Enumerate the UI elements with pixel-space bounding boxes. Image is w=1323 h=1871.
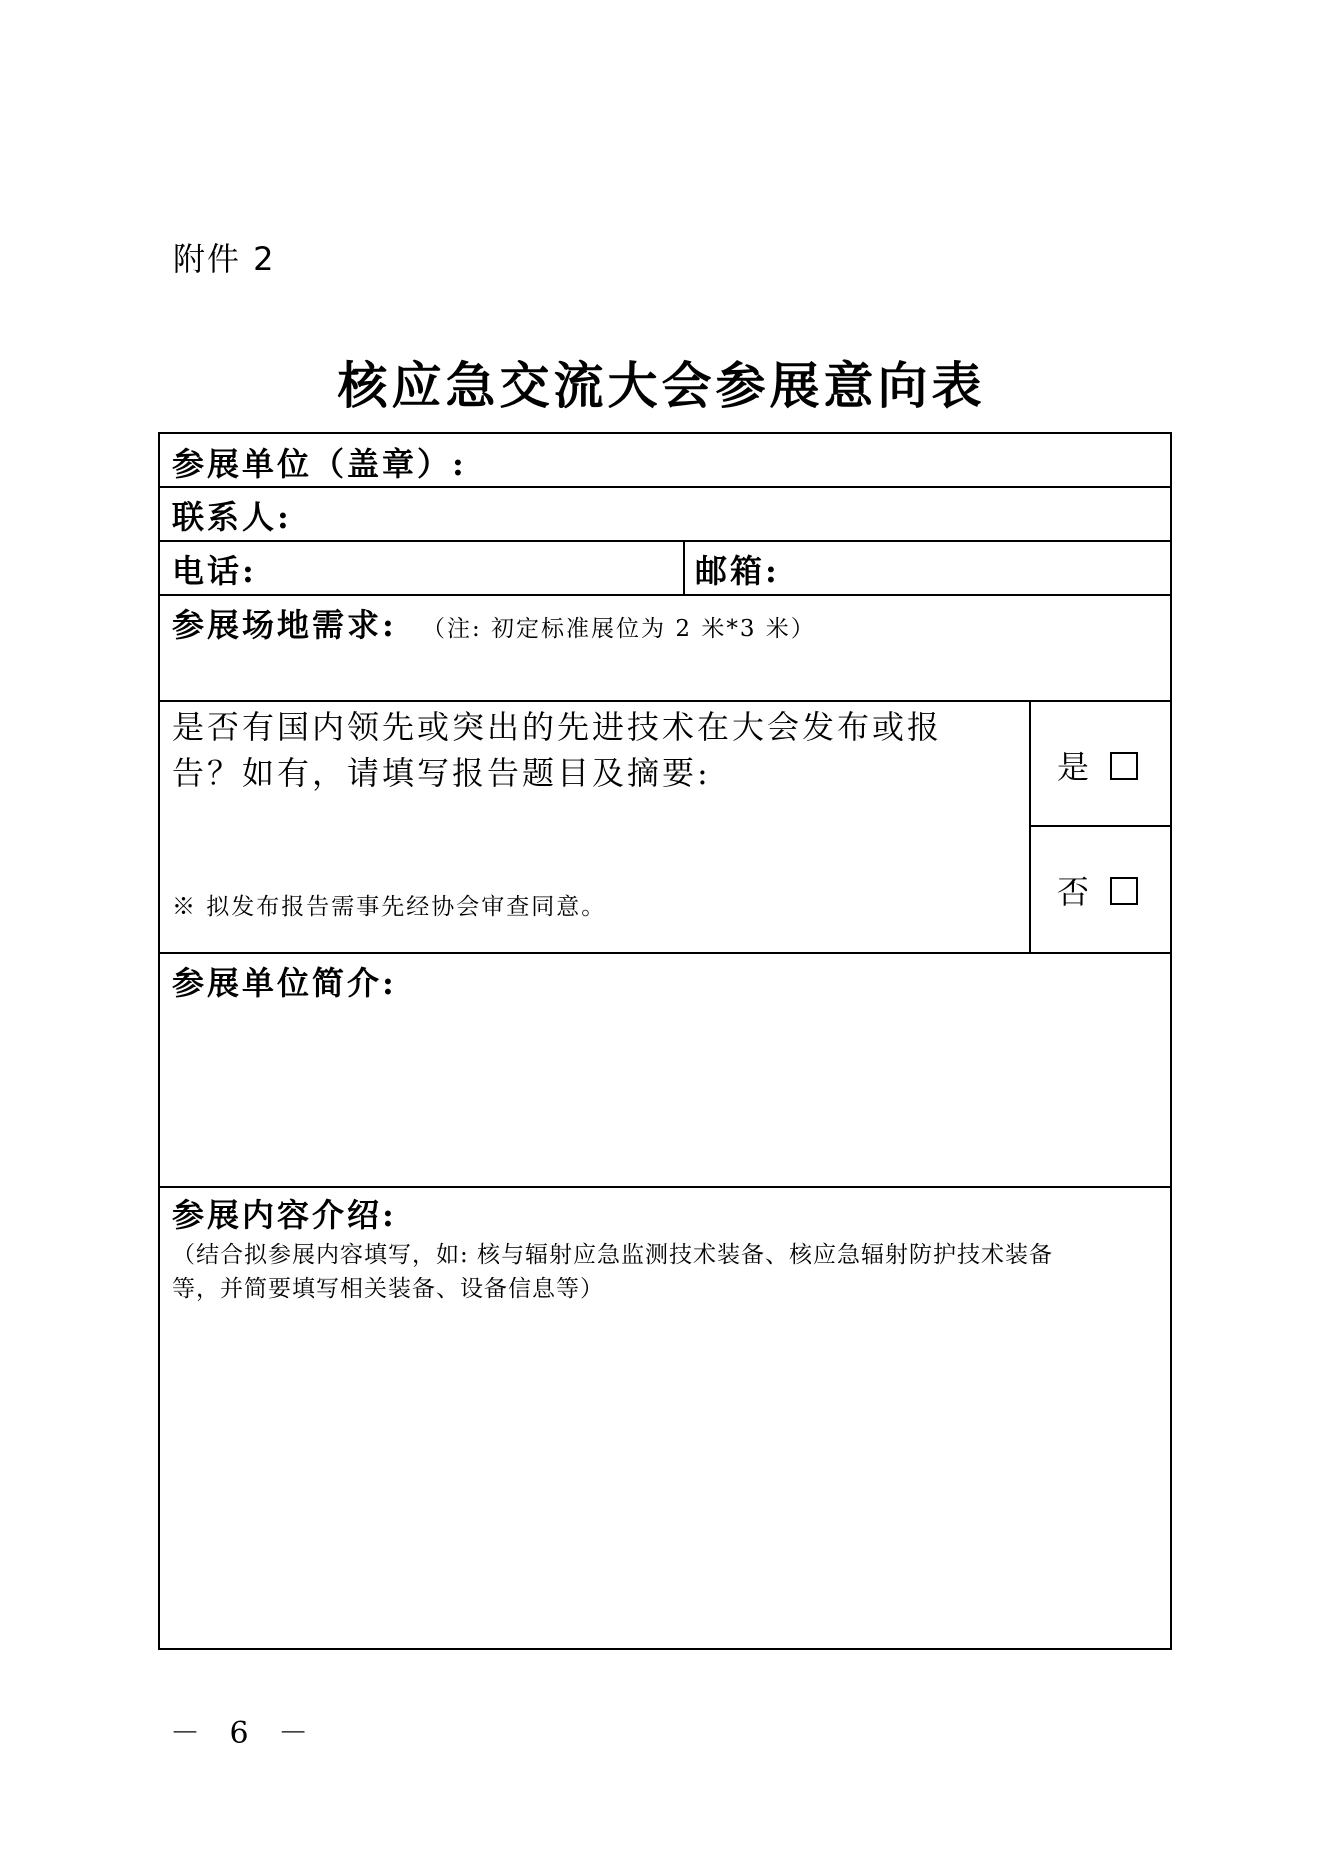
venue-row[interactable] xyxy=(160,594,1170,700)
tech-row xyxy=(160,700,1170,952)
intro-row[interactable] xyxy=(160,952,1170,1186)
exhibition-form xyxy=(158,432,1172,1650)
no-label: 否 xyxy=(1057,873,1093,911)
venue-label: 参展场地需求: xyxy=(172,606,397,644)
yes-no-cell xyxy=(1031,702,1170,952)
content-label: 参展内容介绍: xyxy=(172,1196,397,1234)
tech-question-cell[interactable] xyxy=(160,702,1031,952)
unit-row[interactable] xyxy=(160,434,1170,486)
yes-checkbox[interactable] xyxy=(1110,752,1138,780)
phone-label: 电话: xyxy=(172,552,257,590)
email-cell[interactable] xyxy=(685,542,1170,594)
content-note-line1: （结合拟参展内容填写，如: 核与辐射应急监测技术装备、核应急辐射防护技术装备 xyxy=(172,1242,1054,1268)
tech-question-line2: 告？如有，请填写报告题目及摘要: xyxy=(172,754,711,792)
attachment-label: 附件 2 xyxy=(173,240,276,278)
venue-note: （注: 初定标准展位为 2 米*3 米） xyxy=(422,616,816,642)
tech-question-line1: 是否有国内领先或突出的先进技术在大会发布或报 xyxy=(172,708,943,746)
yes-option[interactable] xyxy=(1031,702,1170,827)
contact-label: 联系人: xyxy=(172,498,292,536)
intro-label: 参展单位简介: xyxy=(172,964,397,1002)
phone-email-row xyxy=(160,540,1170,594)
phone-cell[interactable] xyxy=(160,542,685,594)
page-number: － 6 － xyxy=(170,1716,319,1751)
content-row[interactable] xyxy=(160,1186,1170,1648)
no-option[interactable] xyxy=(1031,827,1170,952)
page-title: 核应急交流大会参展意向表 xyxy=(337,356,986,415)
no-checkbox[interactable] xyxy=(1110,877,1138,905)
unit-label: 参展单位（盖章）: xyxy=(172,445,467,483)
tech-note: ※ 拟发布报告需事先经协会审查同意。 xyxy=(172,894,607,920)
contact-row[interactable] xyxy=(160,486,1170,540)
content-note-line2: 等，并简要填写相关装备、设备信息等） xyxy=(172,1276,604,1302)
yes-label: 是 xyxy=(1057,748,1093,786)
email-label: 邮箱: xyxy=(695,552,780,590)
